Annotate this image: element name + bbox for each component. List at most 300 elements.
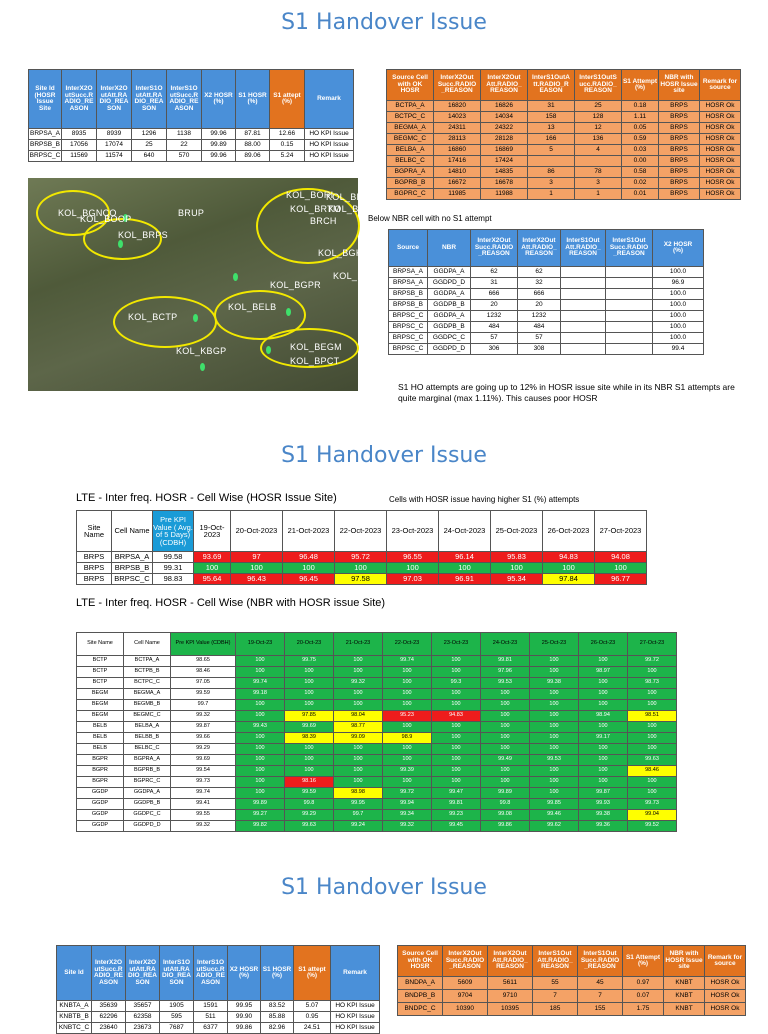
table-cell: 86 [528, 167, 575, 178]
kpi-value-cell: 94.83 [543, 552, 595, 563]
map-site-label: KOL_BCTP [128, 312, 178, 322]
table-cell: 484 [518, 322, 561, 333]
kpi-value-cell: 100 [439, 563, 491, 574]
table-cell: BRPS [659, 123, 700, 134]
kpi-value-cell: 99.45 [432, 821, 481, 832]
cell-name-cell: GGDPA_A [124, 788, 171, 799]
column-header: InterS1O utAtt.RA DIO_REA SON [132, 70, 167, 129]
table-cell: 595 [160, 1012, 194, 1023]
table-cell: 24322 [481, 123, 528, 134]
pre-kpi-cell: 99.31 [153, 563, 194, 574]
table-cell: HOSR Ok [700, 101, 741, 112]
kpi-value-cell: 99.85 [530, 799, 579, 810]
table-header-row [389, 230, 704, 267]
table-cell: GGDPA_A [428, 267, 471, 278]
site-name-cell: GGDP [77, 799, 124, 810]
column-header: X2 HOSR (%) [228, 946, 261, 1001]
table-cell: 10395 [488, 1003, 533, 1016]
table-cell: 11985 [434, 189, 481, 200]
column-header: Source [389, 230, 428, 267]
table-cell: 0.05 [622, 123, 659, 134]
kpi-value-cell: 99.32 [383, 821, 432, 832]
kpi-value-cell: 100 [383, 755, 432, 766]
kpi-value-cell: 100 [530, 777, 579, 788]
map-site-label: KOL_BGKS [318, 248, 369, 258]
table-cell: HOSR Ok [700, 167, 741, 178]
table-cell: 100.0 [653, 289, 704, 300]
column-header: 22-Oct-2023 [335, 511, 387, 552]
map-site-label: KOL_BGR [328, 204, 373, 214]
table-cell: HOSR Ok [700, 156, 741, 167]
table-cell: 88.00 [236, 140, 270, 151]
table-row [77, 799, 677, 810]
kpi-value-cell: 99.95 [334, 799, 383, 810]
column-header: InterX2Out Succ.RADIO _REASON [471, 230, 518, 267]
column-header: InterX2O utAtt.RA DIO_REA SON [126, 946, 160, 1001]
kpi-value-cell: 99.47 [432, 788, 481, 799]
table-cell: BRPSB_B [29, 140, 62, 151]
table-cell: 8935 [62, 129, 97, 140]
table-cell: KNBT [664, 977, 705, 990]
table-cell: 45 [578, 977, 623, 990]
pre-kpi-cell: 99.41 [171, 799, 236, 810]
column-header: 26-Oct-23 [579, 633, 628, 656]
kpi-value-cell: 99.36 [579, 821, 628, 832]
table-row [77, 788, 677, 799]
pre-kpi-cell: 99.7 [171, 700, 236, 711]
table-row [389, 289, 704, 300]
kpi-value-cell: 95.23 [383, 711, 432, 722]
table-cell: 14034 [481, 112, 528, 123]
map-site-label: KOL_BELB [228, 302, 277, 312]
kpi-value-cell: 100 [579, 656, 628, 667]
table-cell: 99.4 [653, 344, 704, 355]
kpi-value-cell: 100 [481, 766, 530, 777]
cell-name-cell: GGDPD_D [124, 821, 171, 832]
table-cell: BRPS [659, 178, 700, 189]
kpi-value-cell: 99.81 [432, 799, 481, 810]
kpi-value-cell: 100 [383, 667, 432, 678]
cell-name-cell: BELBB_B [124, 733, 171, 744]
table-row [389, 311, 704, 322]
table-cell: HOSR Ok [700, 112, 741, 123]
table-cell: 14023 [434, 112, 481, 123]
kpi-value-cell: 96.91 [439, 574, 491, 585]
table-cell: BGPRA_A [387, 167, 434, 178]
column-header: 26-Oct-2023 [543, 511, 595, 552]
kpi-value-cell: 93.69 [194, 552, 231, 563]
column-header: InterS1Out Att.RADIO_ REASON [561, 230, 606, 267]
site-name-cell: GGDP [77, 788, 124, 799]
nbr-site-kpi-table [76, 632, 677, 832]
kpi-value-cell: 100 [236, 656, 285, 667]
kpi-value-cell: 100 [383, 700, 432, 711]
kpi-value-cell: 98.77 [334, 722, 383, 733]
column-header: Remark [331, 946, 380, 1001]
table-cell: BGPRB_B [387, 178, 434, 189]
table-row [387, 189, 741, 200]
table-cell: 5.07 [294, 1001, 331, 1012]
table-cell: HOSR Ok [700, 145, 741, 156]
table-cell [561, 300, 606, 311]
column-header: InterX2Out Succ.RADIO _REASON [434, 70, 481, 101]
cell-name-cell: BELBC_C [124, 744, 171, 755]
table-cell [561, 278, 606, 289]
table-cell [575, 156, 622, 167]
kpi-value-cell: 97.96 [481, 667, 530, 678]
kpi-value-cell: 99.38 [579, 810, 628, 821]
column-header: Site Id [57, 946, 92, 1001]
column-header: InterS1O utAtt.RA DIO_REA SON [160, 946, 194, 1001]
site-name-cell: BEGM [77, 700, 124, 711]
table-row [387, 134, 741, 145]
column-header: Remark for source [700, 70, 741, 101]
site-name-cell: BCTP [77, 667, 124, 678]
kpi-value-cell: 100 [530, 722, 579, 733]
table-cell: 8939 [97, 129, 132, 140]
kpi-value-cell: 100 [432, 700, 481, 711]
table-cell: 0.95 [294, 1012, 331, 1023]
kpi-value-cell: 100 [481, 777, 530, 788]
kpi-value-cell: 99.27 [236, 810, 285, 821]
table-cell: 62 [518, 267, 561, 278]
table-cell: BRPSB_B [389, 289, 428, 300]
table-cell: 96.9 [653, 278, 704, 289]
column-header: 25-Oct-2023 [491, 511, 543, 552]
site-name-cell: BCTP [77, 678, 124, 689]
section-heading-nbr-site: LTE - Inter freq. HOSR - Cell Wise (NBR with HOSR issue Site) [76, 597, 386, 609]
table-cell: 166 [528, 134, 575, 145]
table-cell: 5609 [443, 977, 488, 990]
table-cell: 1591 [194, 1001, 228, 1012]
table-cell: GGDPC_C [428, 333, 471, 344]
kpi-value-cell: 100 [334, 656, 383, 667]
table-cell: 22 [167, 140, 202, 151]
table-row [387, 156, 741, 167]
column-header: NBR [428, 230, 471, 267]
table-cell: 7687 [160, 1023, 194, 1034]
table-cell: 16820 [434, 101, 481, 112]
kpi-value-cell: 99.89 [236, 799, 285, 810]
cell-name-cell: GGDPB_B [124, 799, 171, 810]
table-cell: 666 [471, 289, 518, 300]
kpi-value-cell: 100 [595, 563, 647, 574]
table-cell: 0.00 [622, 156, 659, 167]
kpi-value-cell: 100 [236, 733, 285, 744]
table-cell: BRPS [659, 101, 700, 112]
table-cell: 99.96 [202, 151, 236, 162]
kpi-value-cell: 100 [481, 722, 530, 733]
table-cell: BGPRC_C [387, 189, 434, 200]
site-name-cell: GGDP [77, 821, 124, 832]
kpi-value-cell: 100 [432, 689, 481, 700]
kpi-value-cell: 100 [383, 689, 432, 700]
kpi-value-cell: 100 [579, 755, 628, 766]
table-cell: 31 [471, 278, 518, 289]
table-cell: 55 [533, 977, 578, 990]
table-cell: 1232 [518, 311, 561, 322]
kpi-value-cell: 98.16 [285, 777, 334, 788]
column-header: 19-Oct-23 [236, 633, 285, 656]
cell-name-cell: BELBA_A [124, 722, 171, 733]
table-row [29, 129, 354, 140]
kpi-value-cell: 100 [285, 744, 334, 755]
kpi-value-cell: 100 [432, 777, 481, 788]
table-row [77, 777, 677, 788]
pre-kpi-cell: 98.46 [171, 667, 236, 678]
table-header-row [77, 633, 677, 656]
table-cell: 5.24 [270, 151, 305, 162]
table-cell: 17074 [97, 140, 132, 151]
table-cell: 1296 [132, 129, 167, 140]
pre-kpi-cell: 99.58 [153, 552, 194, 563]
table-cell: HO KPI Issue [305, 151, 354, 162]
table-row [77, 689, 677, 700]
table-cell: 1138 [167, 129, 202, 140]
table-cell: BRPSC_C [389, 344, 428, 355]
map-site-label: KOL_BORI [286, 190, 334, 200]
column-header: S1 HOSR (%) [236, 70, 270, 129]
table-cell: HOSR Ok [705, 1003, 746, 1016]
kpi-value-cell: 100 [481, 733, 530, 744]
table-cell: 1.75 [623, 1003, 664, 1016]
kpi-value-cell: 99.39 [383, 766, 432, 777]
kpi-value-cell: 99.75 [285, 656, 334, 667]
table-cell: KNBT [664, 990, 705, 1003]
column-header: InterS1O utSucc.R ADIO_RE ASON [167, 70, 202, 129]
table-cell [561, 311, 606, 322]
kpi-value-cell: 100 [432, 744, 481, 755]
kpi-value-cell: 98.98 [334, 788, 383, 799]
column-header: Cell Name [112, 511, 153, 552]
kpi-value-cell: 100 [236, 777, 285, 788]
kpi-value-cell: 99.74 [383, 656, 432, 667]
table-cell: BELBA_A [387, 145, 434, 156]
table-cell: 99.89 [202, 140, 236, 151]
kpi-value-cell: 99.23 [432, 810, 481, 821]
table-header-row [398, 946, 746, 977]
table-cell: 9710 [488, 990, 533, 1003]
pre-kpi-cell: 99.32 [171, 821, 236, 832]
table-cell [606, 300, 653, 311]
kpi-value-cell: 100 [579, 689, 628, 700]
column-header: S1 Attempt (%) [623, 946, 664, 977]
table-cell: 100.0 [653, 333, 704, 344]
table-cell [606, 333, 653, 344]
column-header: InterX2O utSucc.R ADIO_RE ASON [92, 946, 126, 1001]
table-cell: 0.15 [270, 140, 305, 151]
table-row [77, 755, 677, 766]
table-cell: 11988 [481, 189, 528, 200]
kpi-value-cell: 94.83 [432, 711, 481, 722]
kpi-value-cell: 100 [628, 667, 677, 678]
table-header-row [77, 511, 647, 552]
table-cell: GGDPA_A [428, 289, 471, 300]
kpi-value-cell: 99.18 [236, 689, 285, 700]
kpi-value-cell: 99.52 [628, 821, 677, 832]
column-header: S1 Attempt (%) [622, 70, 659, 101]
site-name-cell: BEGM [77, 711, 124, 722]
table-row [389, 278, 704, 289]
kpi-value-cell: 100 [432, 722, 481, 733]
site-name-cell: BEGM [77, 689, 124, 700]
table-row [77, 711, 677, 722]
cell-name-cell: BCTPA_A [124, 656, 171, 667]
kpi-value-cell: 98.94 [579, 711, 628, 722]
kpi-value-cell: 100 [491, 563, 543, 574]
kpi-value-cell: 100 [530, 788, 579, 799]
kpi-value-cell: 99.73 [628, 799, 677, 810]
table-cell: HOSR Ok [705, 990, 746, 1003]
table-cell: 25 [575, 101, 622, 112]
kpi-value-cell: 99.63 [285, 821, 334, 832]
table-cell: 100.0 [653, 267, 704, 278]
table-cell [561, 322, 606, 333]
table-cell: 0.07 [623, 990, 664, 1003]
column-header: 24-Oct-23 [481, 633, 530, 656]
cell-name-cell: BEGMA_A [124, 689, 171, 700]
column-header: InterS1Out Succ.RADIO _REASON [606, 230, 653, 267]
site-name-cell: BELB [77, 744, 124, 755]
kpi-value-cell: 100 [285, 689, 334, 700]
kpi-value-cell: 98.46 [628, 766, 677, 777]
table-cell: 35657 [126, 1001, 160, 1012]
kpi-value-cell: 99.93 [579, 799, 628, 810]
table-cell: 100.0 [653, 311, 704, 322]
kpi-value-cell: 100 [432, 656, 481, 667]
table-cell [606, 267, 653, 278]
kpi-value-cell: 100 [334, 777, 383, 788]
table-cell: 10390 [443, 1003, 488, 1016]
section-subnote: Cells with HOSR issue having higher S1 (%) attempts [389, 495, 580, 504]
kpi-value-cell: 99.3 [432, 678, 481, 689]
map-site-label: BRCH [310, 216, 337, 226]
column-header: Source Cell with OK HOSR [387, 70, 434, 101]
kpi-value-cell: 96.77 [595, 574, 647, 585]
table-cell: 1 [528, 189, 575, 200]
table-cell: 20 [471, 300, 518, 311]
kpi-value-cell: 99.32 [334, 678, 383, 689]
column-header: 22-Oct-23 [383, 633, 432, 656]
table-cell: 570 [167, 151, 202, 162]
kpi-value-cell: 100 [334, 667, 383, 678]
table-cell [561, 267, 606, 278]
column-header: InterX2Out Succ.RADIO _REASON [443, 946, 488, 977]
table-cell: 87.81 [236, 129, 270, 140]
kpi-value-cell: 99.8 [481, 799, 530, 810]
table-cell [561, 289, 606, 300]
kpi-value-cell: 100 [236, 700, 285, 711]
table-cell: 0.58 [622, 167, 659, 178]
table-cell [606, 322, 653, 333]
page-title-3: S1 Handover Issue [281, 875, 487, 900]
kpi-value-cell: 95.72 [335, 552, 387, 563]
kpi-value-cell: 99.89 [481, 788, 530, 799]
kpi-value-cell: 100 [481, 700, 530, 711]
table-cell: BRPSB_B [389, 300, 428, 311]
table-cell: 16869 [481, 145, 528, 156]
column-header: 25-Oct-23 [530, 633, 579, 656]
table-row [389, 322, 704, 333]
table-cell: HO KPI Issue [305, 140, 354, 151]
site-name-cell: BRPS [77, 563, 112, 574]
table-cell: HOSR Ok [700, 178, 741, 189]
table-cell: BRPS [659, 156, 700, 167]
table-cell: 0.03 [622, 145, 659, 156]
table-row [387, 112, 741, 123]
table-header-row [29, 70, 354, 129]
kpi-value-cell: 100 [530, 744, 579, 755]
kpi-value-cell: 95.64 [194, 574, 231, 585]
kpi-value-cell: 100 [579, 700, 628, 711]
table-cell: 0.02 [622, 178, 659, 189]
table-cell: BCTPC_C [387, 112, 434, 123]
table-row [387, 101, 741, 112]
table-row [77, 821, 677, 832]
table-cell: 128 [575, 112, 622, 123]
table-cell: 11574 [97, 151, 132, 162]
kpi-value-cell: 100 [387, 563, 439, 574]
kpi-value-cell: 99.53 [481, 678, 530, 689]
table-row [77, 678, 677, 689]
column-header: InterX2O utSucc.R ADIO_RE ASON [62, 70, 97, 129]
kpi-value-cell: 99.74 [236, 678, 285, 689]
kpi-value-cell: 95.34 [491, 574, 543, 585]
kpi-value-cell: 94.08 [595, 552, 647, 563]
column-header: InterS1O utSucc.R ADIO_RE ASON [194, 946, 228, 1001]
table-cell: GGDPD_D [428, 344, 471, 355]
kpi-value-cell: 100 [530, 689, 579, 700]
table-cell: 28128 [481, 134, 528, 145]
table-cell: 62 [471, 267, 518, 278]
kpi-value-cell: 100 [236, 744, 285, 755]
table-cell: BRPSA_A [389, 267, 428, 278]
table-row [387, 178, 741, 189]
column-header: Source Cell with OK HOSR [398, 946, 443, 977]
kpi-value-cell: 100 [628, 733, 677, 744]
table-row [77, 766, 677, 777]
table-cell: HO KPI Issue [331, 1001, 380, 1012]
table-cell: HO KPI Issue [331, 1023, 380, 1034]
site-name-cell: BGPR [77, 755, 124, 766]
map-site-label: KOL_BEGM [290, 342, 342, 352]
table-cell: 14835 [481, 167, 528, 178]
table-cell [606, 311, 653, 322]
kpi-value-cell: 99.7 [334, 810, 383, 821]
kpi-value-cell: 99.04 [628, 810, 677, 821]
pre-kpi-cell: 99.32 [171, 711, 236, 722]
kpi-value-cell: 100 [481, 744, 530, 755]
table-cell [606, 289, 653, 300]
column-header: Remark for source [705, 946, 746, 977]
kpi-value-cell: 100 [432, 766, 481, 777]
table-cell: HO KPI Issue [331, 1012, 380, 1023]
kpi-value-cell: 99.81 [481, 656, 530, 667]
column-header: InterS1Out Succ.RADIO _REASON [578, 946, 623, 977]
kpi-value-cell: 100 [530, 700, 579, 711]
kpi-value-cell: 97.58 [335, 574, 387, 585]
kpi-value-cell: 100 [628, 700, 677, 711]
table-cell: HO KPI Issue [305, 129, 354, 140]
column-header: 23-Oct-2023 [387, 511, 439, 552]
table-row [389, 344, 704, 355]
kpi-value-cell: 99.17 [579, 733, 628, 744]
kpi-value-cell: 99.8 [285, 799, 334, 810]
table-row [389, 267, 704, 278]
pre-kpi-cell: 98.83 [153, 574, 194, 585]
table-cell: 89.06 [236, 151, 270, 162]
kpi-value-cell: 96.45 [283, 574, 335, 585]
